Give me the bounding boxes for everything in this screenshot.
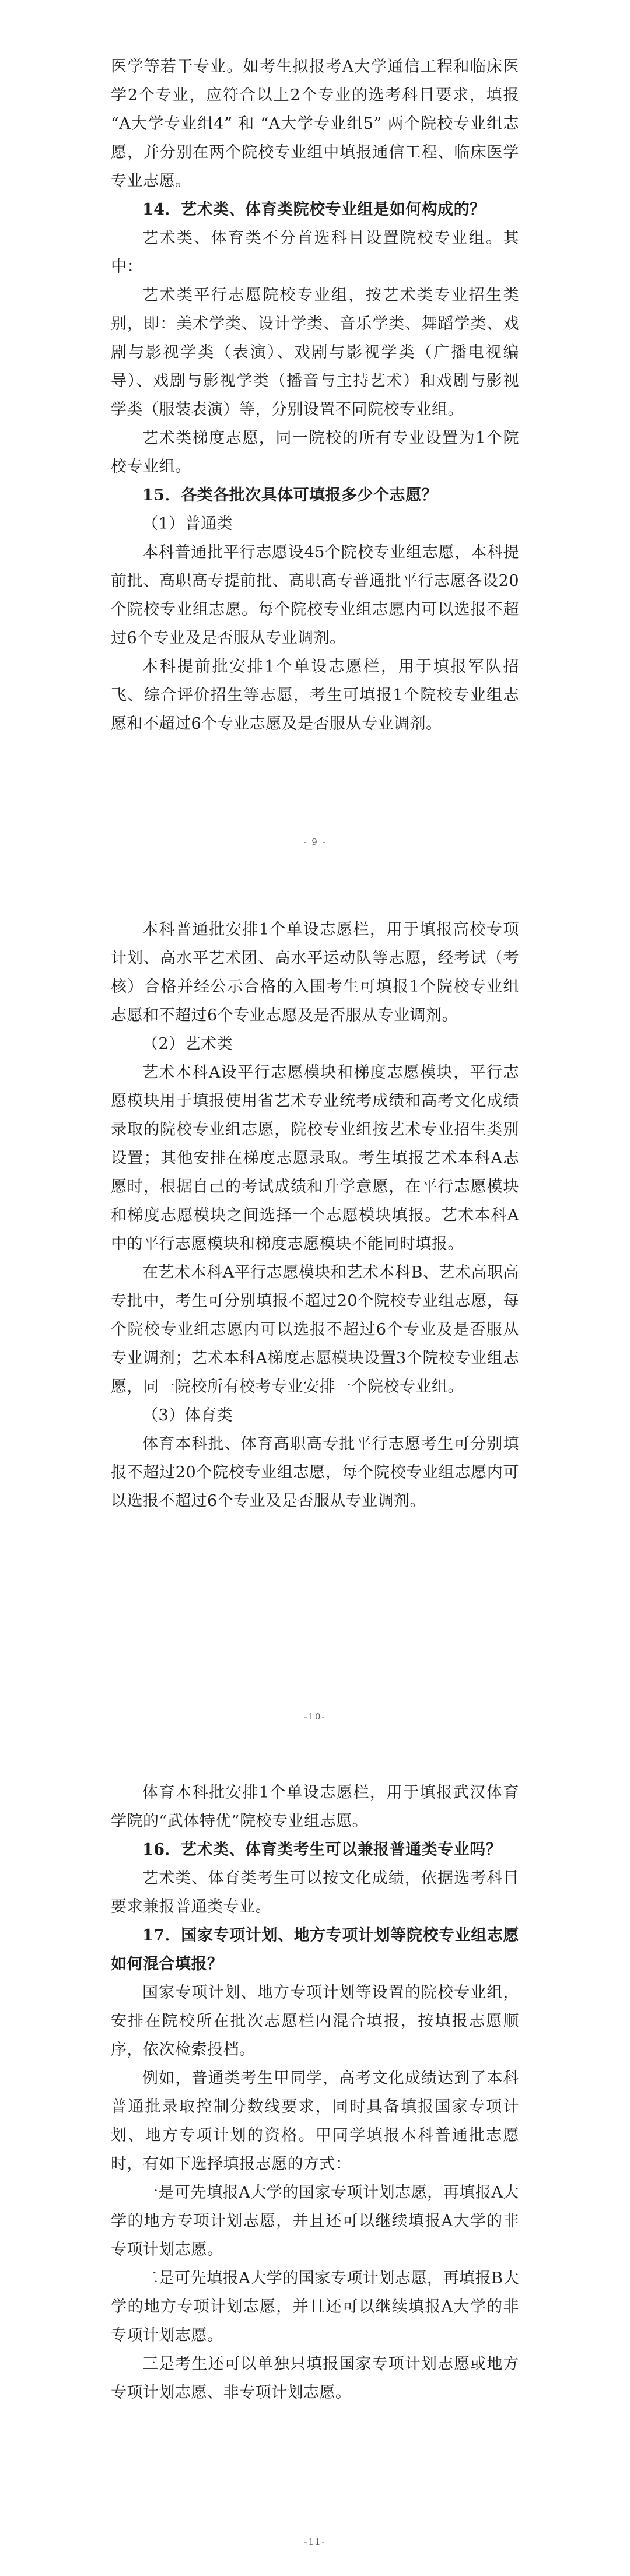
paragraph: 医学等若干专业。如考生拟报考A大学通信工程和临床医学2个专业，应符合以上2个专业的选考科目要求，填报 “A大学专业组4” 和 “A大学专业组5” 两个院校专业组志愿，并分别在两个院校专业组中填报通信工程、临床医学专业志愿。 — [111, 58, 519, 190]
paragraph: 体育本科批、体育高职高专批平行志愿考生可分别填报不超过20个院校专业组志愿，每个院校专业组志愿内可以选报不超过6个专业及是否服从专业调剂。 — [111, 1435, 519, 1510]
paragraph: 三是考生还可以单独只填报国家专项计划志愿或地方专项计划志愿、非专项计划志愿。 — [111, 2355, 519, 2402]
page-number: -11- — [304, 2536, 326, 2547]
section-heading-16: 16．艺术类、体育类考生可以兼报普通类专业吗？ — [142, 1841, 502, 1859]
page-10-body — [111, 915, 519, 1515]
section-heading-15: 15．各类各批次具体可填报多少个志愿？ — [142, 486, 438, 504]
section-heading-14: 14．艺术类、体育类院校专业组是如何构成的？ — [142, 201, 486, 219]
paragraph: 在艺术本科A平行志愿模块和艺术本科B、艺术高职高专批中，考生可分别填报不超过20个院校专业组志愿，每个院校专业组志愿内可以选报不超过6个专业及是否服从专业调剂；艺术本科A梯度志愿模块设置3个院校专业组志愿，同一院校所有校考专业安排一个院校专业组。 — [111, 1264, 519, 1396]
paragraph: 本科普通批安排1个单设志愿栏，用于填报高校专项计划、高水平艺术团、高水平运动队等志愿，经考试（考核）合格并经公示合格的入围考生可填报1个院校专业组志愿和不超过6个专业志愿及是否服从专业调剂。 — [111, 921, 519, 1024]
paragraph: 国家专项计划、地方专项计划等设置的院校专业组，安排在院校所在批次志愿栏内混合填报，按填报志愿顺序，依次检索投档。 — [111, 1984, 519, 2059]
sub-heading: （2）艺术类 — [142, 1035, 233, 1053]
page-11-body — [111, 1778, 519, 2407]
page-11 — [0, 1778, 630, 2547]
paragraph: 例如，普通类考生甲同学，高考文化成绩达到了本科普通批录取控制分数线要求，同时具备填报国家专项计划、地方专项计划的资格。甲同学填报本科普通批志愿时，有如下选择填报志愿的方式： — [111, 2069, 519, 2173]
paragraph: 本科普通批平行志愿设45个院校专业组志愿，本科提前批、高职高专提前批、高职高专普通批平行志愿各设20个院校专业组志愿。每个院校专业组志愿内可以选报不超过6个专业及是否服从专业调剂。 — [111, 543, 519, 647]
page-number: -10- — [304, 1711, 326, 1722]
paragraph: 本科提前批安排1个单设志愿栏，用于填报军队招飞、综合评价招生等志愿，考生可填报1个院校专业组志愿和不超过6个专业志愿及是否服从专业调剂。 — [111, 658, 519, 733]
paragraph: 艺术类平行志愿院校专业组，按艺术类专业招生类别，即：美术学类、设计学类、音乐学类、舞蹈学类、戏剧与影视学类（表演）、戏剧与影视学类（广播电视编导）、戏剧与影视学类（播音与主持艺术）和戏剧与影视学类（服装表演）等，分别设置不同院校专业组。 — [111, 286, 519, 419]
page-number: - 9 - — [303, 837, 327, 847]
paragraph: 体育本科批安排1个单设志愿栏，用于填报武汉体育学院的“武体特优”院校专业组志愿。 — [111, 1784, 519, 1830]
paragraph: 艺术本科A设平行志愿模块和梯度志愿模块，平行志愿模块用于填报使用省艺术专业统考成绩和高考文化成绩录取的院校专业组志愿，院校专业组按艺术专业招生类别设置；其他安排在梯度志愿录取。考生填报艺术本科A志愿时，根据自己的考试成绩和升学意愿，在平行志愿模块和梯度志愿模块之间选择一个志愿模块填报。艺术本科A中的平行志愿模块和梯度志愿模块不能同时填报。 — [111, 1064, 519, 1253]
page-10 — [0, 915, 630, 1722]
paragraph: 二是可先填报A大学的国家专项计划志愿，再填报B大学的地方专项计划志愿，并且还可以继续填报A大学的非专项计划志愿。 — [111, 2269, 519, 2345]
paragraph: 艺术类、体育类考生可以按文化成绩，依据选考科目要求兼报普通类专业。 — [111, 1869, 519, 1916]
sub-heading: （1）普通类 — [142, 515, 233, 533]
paragraph: 一是可先填报A大学的国家专项计划志愿，再填报A大学的地方专项计划志愿，并且还可以继续填报A大学的非专项计划志愿。 — [111, 2184, 519, 2259]
section-heading-17: 17．国家专项计划、地方专项计划等院校专业组志愿如何混合填报？ — [111, 1926, 519, 1973]
page-9-body — [111, 52, 519, 738]
paragraph: 艺术类、体育类不分首选科目设置院校专业组。其中： — [111, 229, 519, 276]
sub-heading: （3）体育类 — [142, 1406, 233, 1424]
paragraph: 艺术类梯度志愿，同一院校的所有专业设置为1个院校专业组。 — [111, 429, 519, 476]
page-9 — [0, 52, 630, 847]
